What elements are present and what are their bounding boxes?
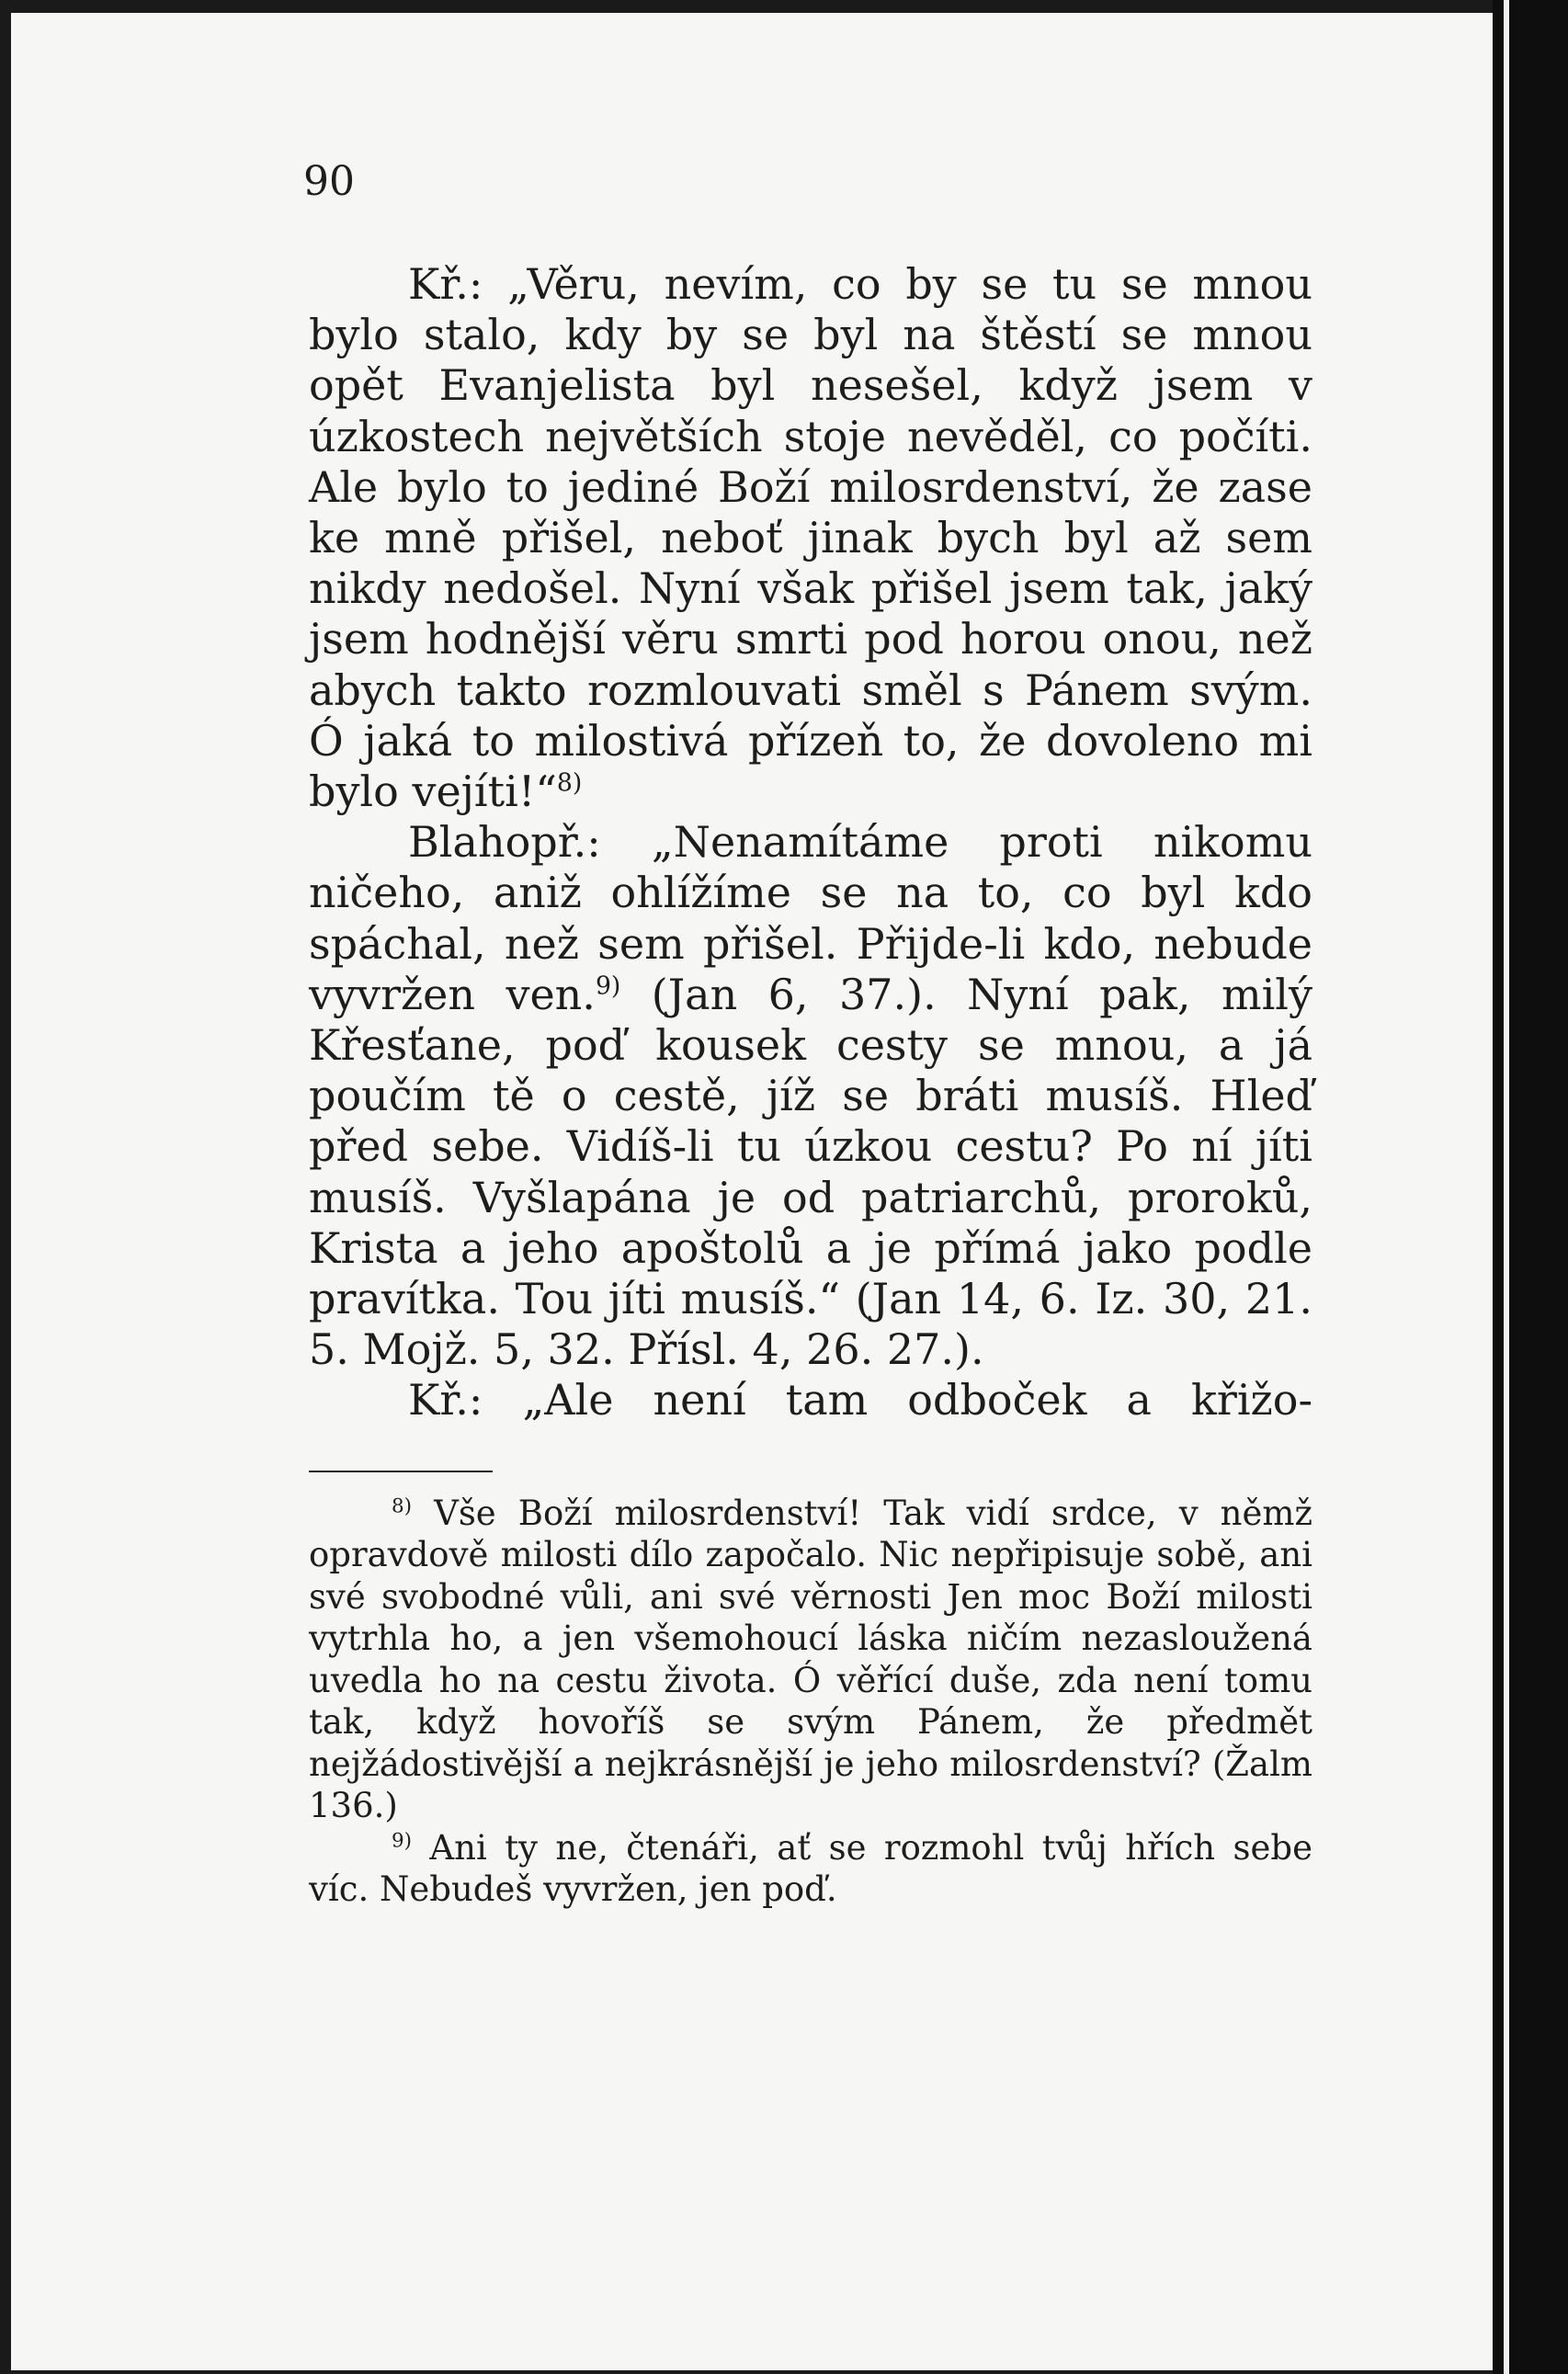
paragraph-text: Kř.: „Věru, nevím, co by se tu se mnou bylo stalo, kdy by se byl na štěstí se mnou opět Evanjelista byl nesešel, když jsem v úzkostech největších stoje nevěděl, co počíti. Ale bylo to jediné Boží milosrdenství, že zase ke mně přišel, neboť jinak bych byl až sem nikdy nedošel. Nyní však přišel jsem tak, jaký jsem hodnější věru smrti pod horou onou, než abych takto rozmlouvati směl s Pánem svým. Ó jaká to milostivá přízeň to, že dovoleno mi bylo vejíti!“ — [309, 259, 1312, 817]
paragraph-text: (Jan 6, 37.). Nyní pak, milý Křesťane, poď kousek cesty se mnou, a já poučím tě o cestě, jíž se bráti musíš. Hleď před sebe. Vidíš-li tu úzkou cestu? Po ní jíti musíš. Vyšlapána je od patriarchů, proroků, Krista a jeho apoštolů a je přímá jako podle pravítka. Tou jíti musíš.“ (Jan 14, 6. Iz. 30, 21. 5. Mojž. 5, 32. Přísl. 4, 26. 27.). — [309, 969, 1312, 1375]
footnote-mark: 9) — [392, 1829, 413, 1853]
paragraph-blahopr — [309, 817, 1312, 1375]
footnote-8 — [309, 1493, 1312, 1827]
page-number: 90 — [303, 158, 355, 205]
footnote-mark: 8) — [392, 1494, 413, 1518]
paragraph-christian-2 — [309, 1375, 1312, 1426]
paragraph-christian-1 — [309, 259, 1312, 817]
page-edge-line — [1504, 0, 1509, 2374]
footnote-reference: 8) — [556, 768, 583, 798]
paragraph-text: Blahopř.: „Nenamítáme proti nikomu ničeho, aniž ohlížíme se na to, co byl kdo spáchal, než sem přišel. Přijde-li kdo, nebude vyvržen ven. — [309, 817, 1312, 1019]
footnote-reference: 9) — [595, 971, 621, 1001]
footnote-9 — [309, 1827, 1312, 1911]
footnote-divider — [309, 1471, 493, 1472]
text-block — [309, 259, 1312, 1911]
footnote-text: Ani ty ne, čtenáři, ať se rozmohl tvůj hřích sebe víc. Nebudeš vyvržen, jen poď. — [309, 1827, 1312, 1910]
footnote-text: Vše Boží milosrdenství! Tak vidí srdce, v němž opravdově milosti dílo započalo. Nic nepřipisuje sobě, ani své svobodné vůli, ani své věrnosti Jen moc Boží milosti vytrhla ho, a jen všemohoucí láska ničím nezasloužená uvedla ho na cestu života. Ó věřící duše, zda není tomu tak, když hovoříš se svým Pánem, že předmět nejžádostivější a nejkrásnější je jeho milosrdenství? (Žalm 136.) — [309, 1493, 1312, 1826]
paragraph-text: Kř.: „Ale není tam odboček a křižo- — [408, 1375, 1312, 1426]
